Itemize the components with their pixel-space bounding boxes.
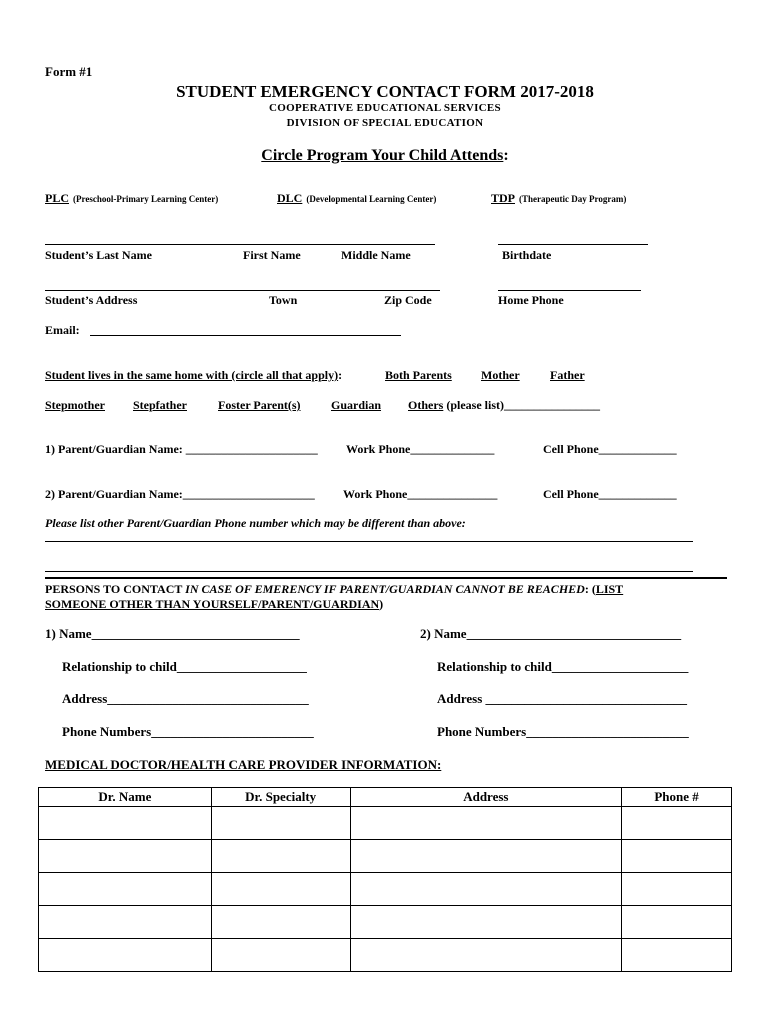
form-subtitle-org: COOPERATIVE EDUCATIONAL SERVICES (269, 102, 501, 114)
option-mother[interactable]: Mother (481, 368, 520, 382)
column-header-address: Address (350, 788, 622, 807)
medical-provider-table (38, 787, 732, 972)
other-phone-note: Please list other Parent/Guardian Phone number which may be different than above: (45, 516, 466, 530)
town-label: Town (269, 293, 298, 307)
table-row (39, 840, 732, 873)
lives-with-label-colon: : (338, 368, 343, 382)
program-code: DLC (277, 191, 303, 205)
program-desc: (Therapeutic Day Program) (519, 194, 627, 204)
guardian-2-name-field[interactable]: 2) Parent/Guardian Name:______________________ (45, 487, 315, 501)
birthdate-label: Birthdate (502, 248, 552, 262)
birthdate-field-line[interactable] (498, 244, 648, 245)
table-cell[interactable] (350, 906, 622, 939)
table-cell[interactable] (39, 906, 212, 939)
section-divider (45, 577, 727, 579)
contacts-heading-list: LIST (595, 582, 624, 596)
contact-1-name-field[interactable]: 1) Name________________________________ (45, 626, 300, 641)
table-cell[interactable] (622, 840, 732, 873)
guardian-1-name-field[interactable]: 1) Parent/Guardian Name: ______________________ (45, 442, 318, 456)
contacts-heading-close: ) (379, 597, 384, 611)
contact-2-name-field[interactable]: 2) Name_________________________________ (420, 626, 682, 641)
column-header-phone: Phone # (622, 788, 732, 807)
contact-2-phones-field[interactable]: Phone Numbers_________________________ (437, 724, 689, 739)
student-address-field-line[interactable] (45, 290, 440, 291)
option-others[interactable] (408, 398, 600, 413)
contacts-heading-mid: : ( (584, 582, 596, 596)
table-cell[interactable] (350, 840, 622, 873)
table-cell[interactable] (39, 840, 212, 873)
contacts-heading-line-2-text: SOMEONE OTHER THAN YOURSELF/PARENT/GUARDIAN (45, 597, 380, 611)
other-phone-field-line-1[interactable] (45, 541, 693, 542)
program-desc: (Developmental Learning Center) (306, 194, 437, 204)
form-title: STUDENT EMERGENCY CONTACT FORM 2017-2018 (176, 82, 594, 101)
table-cell[interactable] (39, 873, 212, 906)
option-others-label: Others (408, 398, 444, 412)
table-cell[interactable] (350, 807, 622, 840)
guardian-1-cell-phone-field[interactable]: Cell Phone_____________ (543, 442, 677, 456)
contact-2-relationship-field[interactable]: Relationship to child_____________________ (437, 659, 689, 674)
option-stepfather[interactable]: Stepfather (133, 398, 187, 412)
option-others-suffix: (please list)________________ (446, 398, 600, 412)
option-foster-parents[interactable]: Foster Parent(s) (218, 398, 301, 412)
program-heading-text: Circle Program Your Child Attends (261, 147, 504, 164)
table-cell[interactable] (211, 906, 350, 939)
table-row (39, 906, 732, 939)
program-option-tdp[interactable] (491, 189, 626, 207)
home-phone-label: Home Phone (498, 293, 564, 307)
form-number: Form #1 (45, 64, 93, 79)
table-row (39, 807, 732, 840)
option-father[interactable]: Father (550, 368, 585, 382)
contacts-heading-prefix: PERSONS TO CONTACT (45, 582, 186, 596)
student-address-label: Student’s Address (45, 293, 138, 307)
table-cell[interactable] (39, 939, 212, 972)
guardian-2-cell-phone-field[interactable]: Cell Phone_____________ (543, 487, 677, 501)
program-code: TDP (491, 191, 515, 205)
email-label: Email: (45, 323, 80, 337)
program-option-dlc[interactable] (277, 189, 436, 207)
program-code: PLC (45, 191, 69, 205)
program-option-plc[interactable] (45, 189, 218, 207)
guardian-1-work-phone-field[interactable]: Work Phone______________ (346, 442, 495, 456)
table-cell[interactable] (211, 873, 350, 906)
table-row (39, 939, 732, 972)
contacts-heading-line-1 (45, 582, 623, 597)
contact-1-address-field[interactable]: Address_______________________________ (62, 691, 309, 706)
home-phone-field-line[interactable] (498, 290, 641, 291)
contact-2-address-field[interactable]: Address _______________________________ (437, 691, 688, 706)
contacts-heading-line-2 (45, 597, 383, 612)
table-cell[interactable] (39, 807, 212, 840)
student-middle-name-label: Middle Name (341, 248, 411, 262)
form-subtitle-division: DIVISION OF SPECIAL EDUCATION (286, 117, 484, 129)
table-cell[interactable] (622, 873, 732, 906)
student-name-field-line[interactable] (45, 244, 435, 245)
column-header-dr-name: Dr. Name (39, 788, 212, 807)
student-first-name-label: First Name (243, 248, 301, 262)
table-row (39, 873, 732, 906)
other-phone-field-line-2[interactable] (45, 571, 693, 572)
zip-code-label: Zip Code (384, 293, 432, 307)
option-both-parents[interactable]: Both Parents (385, 368, 452, 382)
lives-with-label-text: Student lives in the same home with (circle all that apply) (45, 368, 339, 382)
column-header-dr-specialty: Dr. Specialty (211, 788, 350, 807)
table-cell[interactable] (211, 939, 350, 972)
email-field-line[interactable] (90, 335, 401, 336)
table-header-row (39, 788, 732, 807)
option-stepmother[interactable]: Stepmother (45, 398, 105, 412)
table-cell[interactable] (350, 939, 622, 972)
lives-with-label (45, 368, 342, 383)
program-heading-colon: : (503, 147, 509, 164)
option-guardian[interactable]: Guardian (331, 398, 382, 412)
table-cell[interactable] (622, 906, 732, 939)
table-cell[interactable] (350, 873, 622, 906)
table-cell[interactable] (211, 807, 350, 840)
program-desc: (Preschool-Primary Learning Center) (73, 194, 219, 204)
table-cell[interactable] (211, 840, 350, 873)
contact-1-phones-field[interactable]: Phone Numbers_________________________ (62, 724, 314, 739)
student-last-name-label: Student’s Last Name (45, 248, 152, 262)
contacts-heading-italic: IN CASE OF EMERENCY IF PARENT/GUARDIAN CANNOT BE REACHED (185, 582, 585, 596)
medical-heading: MEDICAL DOCTOR/HEALTH CARE PROVIDER INFORMATION: (45, 757, 442, 772)
table-cell[interactable] (622, 939, 732, 972)
program-heading (0, 147, 770, 165)
guardian-2-work-phone-field[interactable]: Work Phone_______________ (343, 487, 498, 501)
contact-1-relationship-field[interactable]: Relationship to child____________________ (62, 659, 307, 674)
table-cell[interactable] (622, 807, 732, 840)
